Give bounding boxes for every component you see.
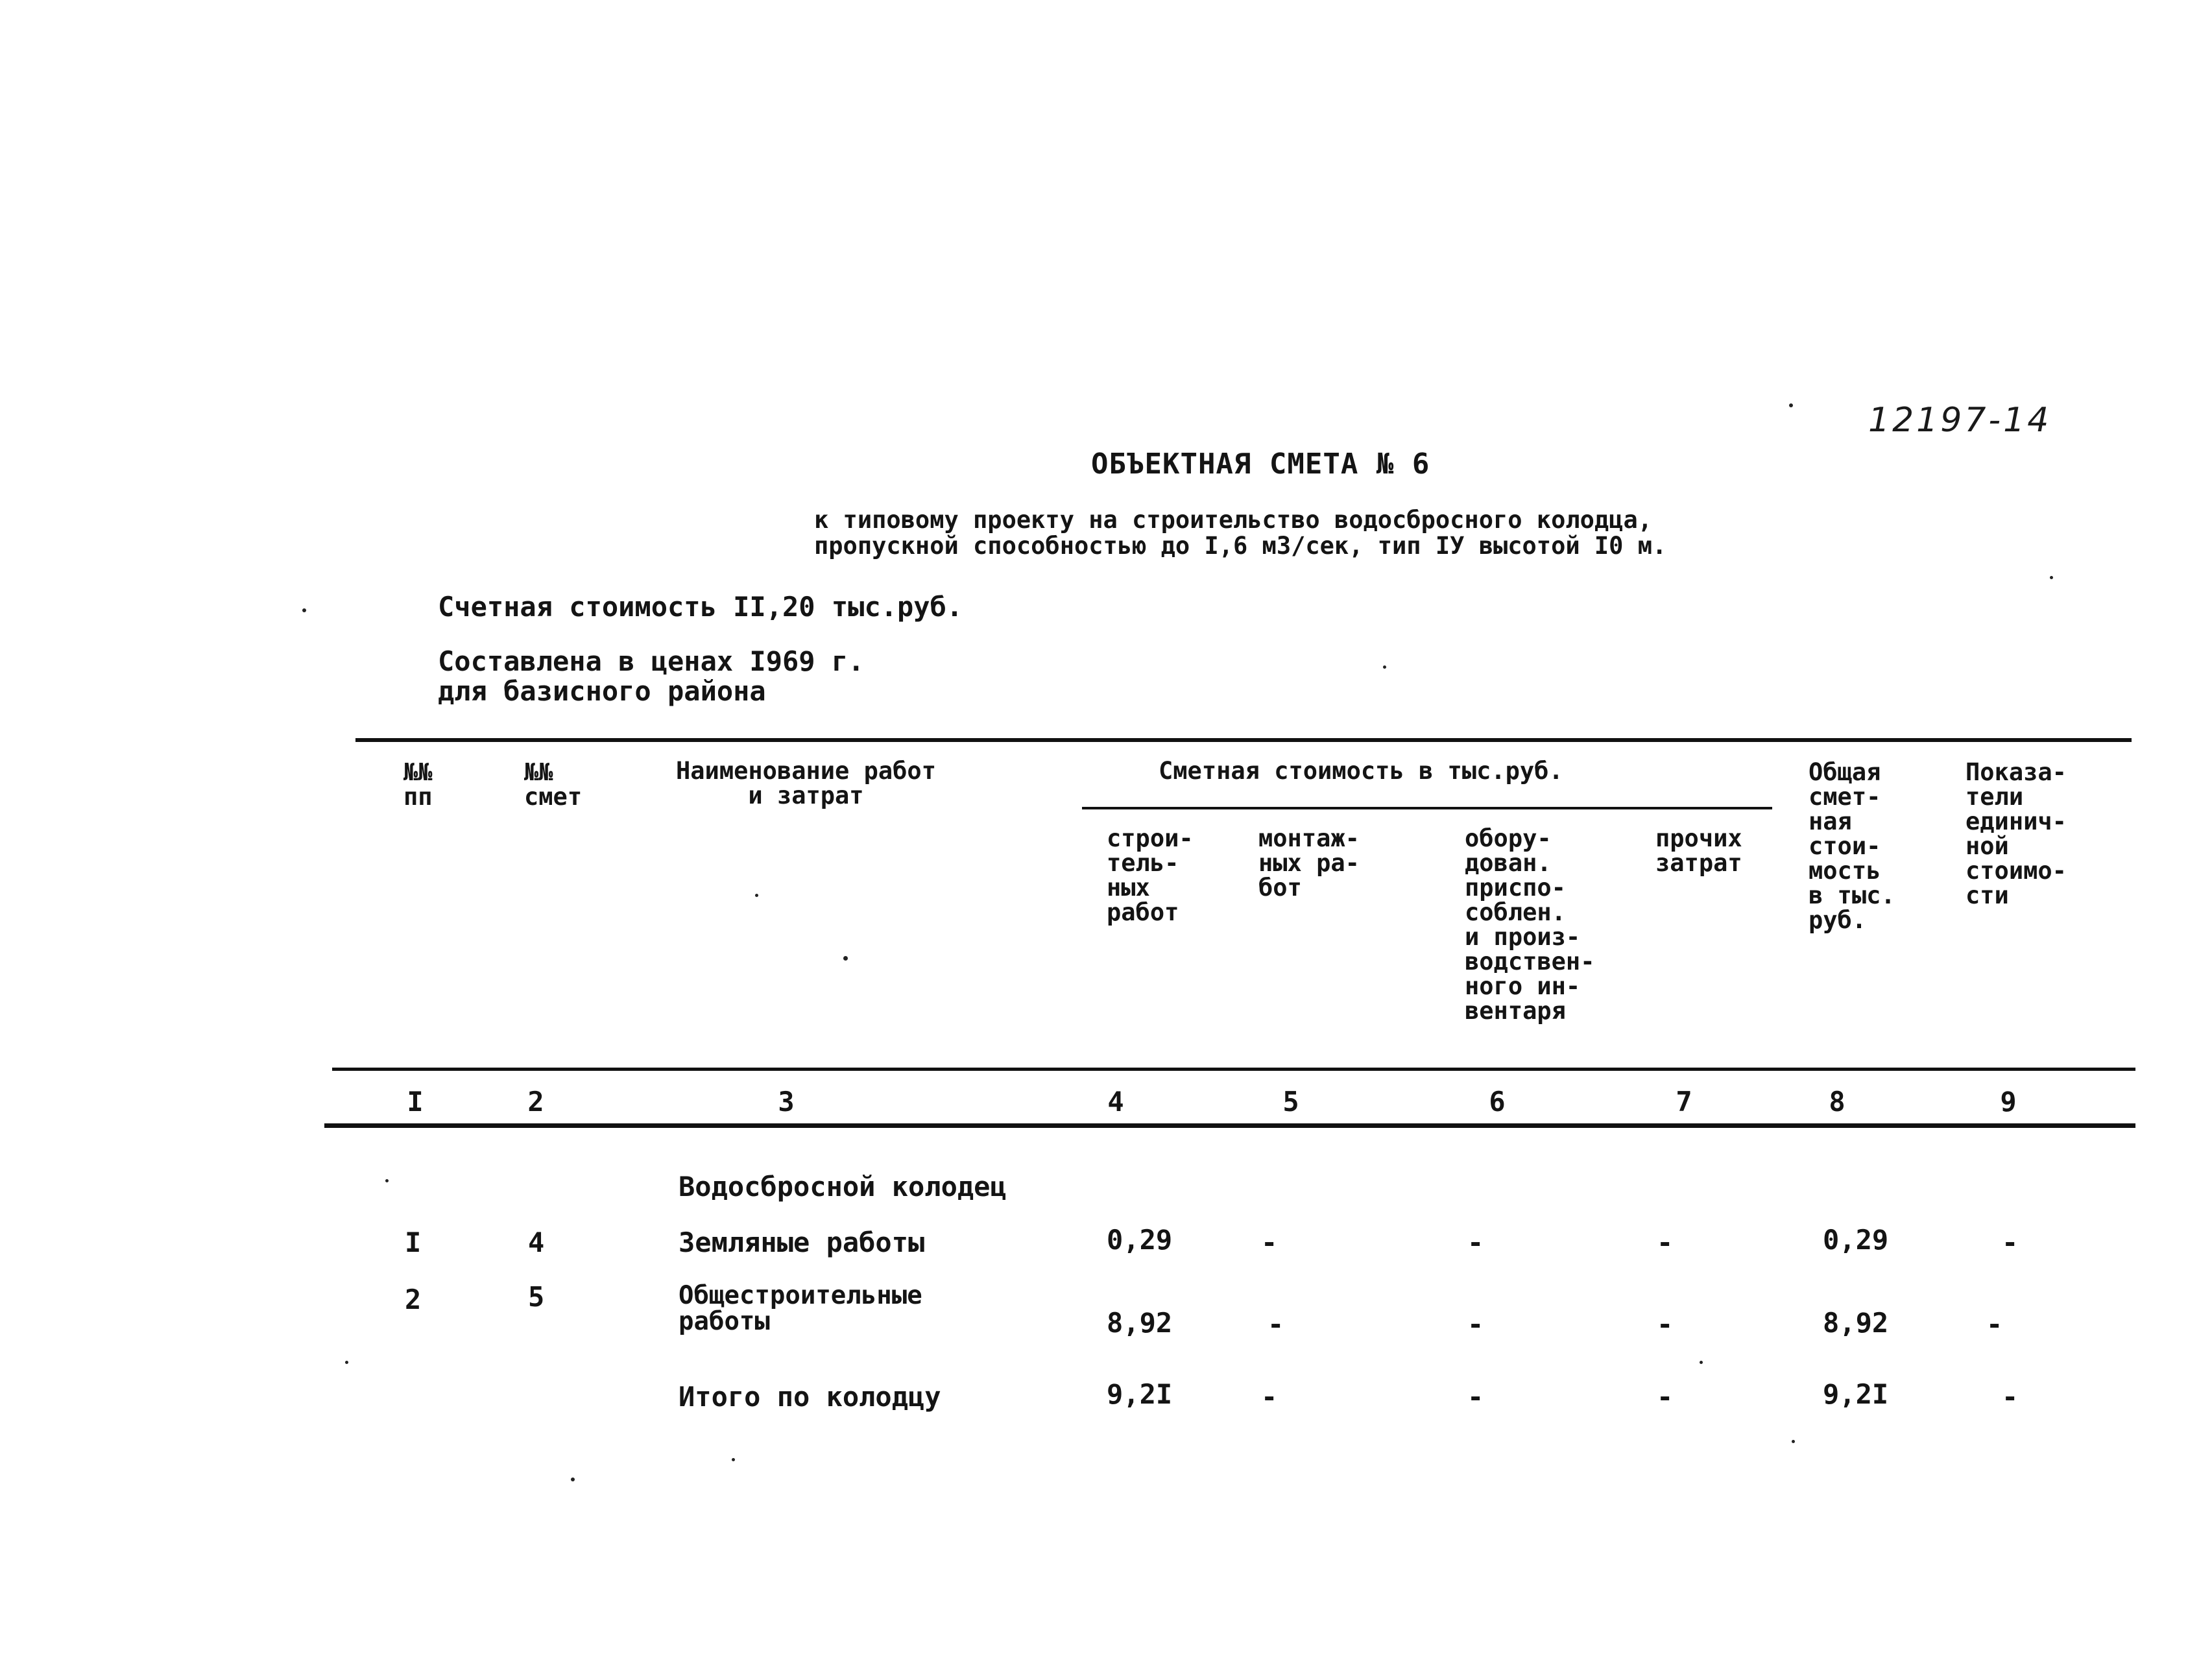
scan-speck	[843, 956, 848, 961]
header-other: прочих затрат	[1655, 824, 1742, 877]
scan-speck	[732, 1458, 735, 1461]
header-item-number: №№ пп	[403, 758, 433, 811]
scan-speck	[755, 894, 758, 897]
table-cell-total: 0,29	[1823, 1224, 1889, 1256]
table-cell-other: -	[1657, 1381, 1674, 1413]
column-number: 9	[2000, 1086, 2017, 1118]
subtitle-line-2: пропускной способностью до I,6 м3/сек, тип IУ высотой I0 м.	[814, 532, 1667, 560]
header-group-cost: Сметная стоимость в тыс.руб.	[1159, 757, 1563, 785]
column-number: 7	[1676, 1086, 1692, 1118]
scan-speck	[385, 1179, 389, 1182]
column-number: 3	[778, 1086, 795, 1118]
group-header-rule	[1082, 807, 1772, 809]
scan-speck	[1789, 403, 1793, 407]
table-cell-total: 8,92	[1823, 1307, 1889, 1339]
table-cell-total: 9,2I	[1823, 1378, 1889, 1410]
table-cell-unit: -	[1986, 1308, 2003, 1340]
table-cell-equipment: -	[1467, 1226, 1484, 1258]
scan-speck	[302, 608, 306, 612]
table-cell-n: 2	[405, 1284, 422, 1315]
column-number: 2	[527, 1086, 544, 1118]
compiled-prices: Составлена в ценах I969 г.	[438, 645, 865, 677]
header-estimate-number: №№ смет	[524, 758, 583, 811]
section-title: Водосбросной колодец	[679, 1171, 1007, 1202]
table-cell-installation: -	[1261, 1381, 1278, 1413]
document-stamp: 12197-14	[1868, 401, 2052, 440]
table-cell-unit: -	[2002, 1381, 2019, 1413]
column-numbers-rule	[324, 1123, 2135, 1128]
scan-speck	[1383, 665, 1386, 669]
subtitle-line-1: к типовому проекту на строительство водосбросного колодца,	[814, 506, 1653, 534]
scan-speck	[2050, 576, 2053, 579]
table-cell-installation: -	[1261, 1226, 1278, 1258]
table-cell-name: Земляные работы	[679, 1226, 925, 1258]
column-number: 6	[1489, 1086, 1506, 1118]
header-installation: монтаж- ных ра- бот	[1258, 824, 1360, 902]
table-cell-smeta: 4	[528, 1226, 545, 1258]
table-cell-construction: 8,92	[1107, 1307, 1173, 1339]
table-cell-name: Итого по колодцу	[679, 1381, 941, 1413]
header-work-name: Наименование работ и затрат	[676, 757, 936, 809]
header-bottom-rule	[332, 1068, 2135, 1071]
table-cell-other: -	[1657, 1308, 1674, 1340]
page-title: ОБЪЕКТНАЯ СМЕТА № 6	[1091, 448, 1430, 481]
table-cell-installation: -	[1268, 1308, 1284, 1340]
table-cell-construction: 0,29	[1107, 1224, 1173, 1256]
column-number: 8	[1829, 1086, 1845, 1118]
header-total: Общая смет- ная стои- мость в тыс. руб.	[1809, 758, 1895, 934]
header-construction: строи- тель- ных работ	[1107, 824, 1194, 926]
table-cell-equipment: -	[1467, 1308, 1484, 1340]
table-cell-smeta: 5	[528, 1281, 545, 1313]
table-cell-unit: -	[2002, 1226, 2019, 1258]
scan-speck	[1700, 1361, 1703, 1364]
column-number: I	[407, 1086, 424, 1118]
estimated-cost: Счетная стоимость II,20 тыс.руб.	[438, 591, 963, 623]
column-number: 5	[1282, 1086, 1299, 1118]
table-cell-construction: 9,2I	[1107, 1378, 1173, 1410]
header-equipment: обору- дован. приспо- соблен. и произ- водствен- ного ин- вентаря	[1465, 824, 1595, 1025]
table-cell-name: Общестроительные работы	[679, 1281, 922, 1336]
table-cell-equipment: -	[1467, 1381, 1484, 1413]
table-cell-other: -	[1657, 1226, 1674, 1258]
scan-speck	[345, 1361, 348, 1364]
table-cell-n: I	[405, 1226, 422, 1258]
scan-speck	[1792, 1440, 1795, 1443]
header-unit-indicators: Показа- тели единич- ной стоимо- сти	[1966, 758, 2067, 909]
column-number: 4	[1107, 1086, 1124, 1118]
table-top-rule	[355, 738, 2132, 742]
compiled-region: для базисного района	[438, 675, 766, 707]
scan-speck	[571, 1478, 575, 1481]
